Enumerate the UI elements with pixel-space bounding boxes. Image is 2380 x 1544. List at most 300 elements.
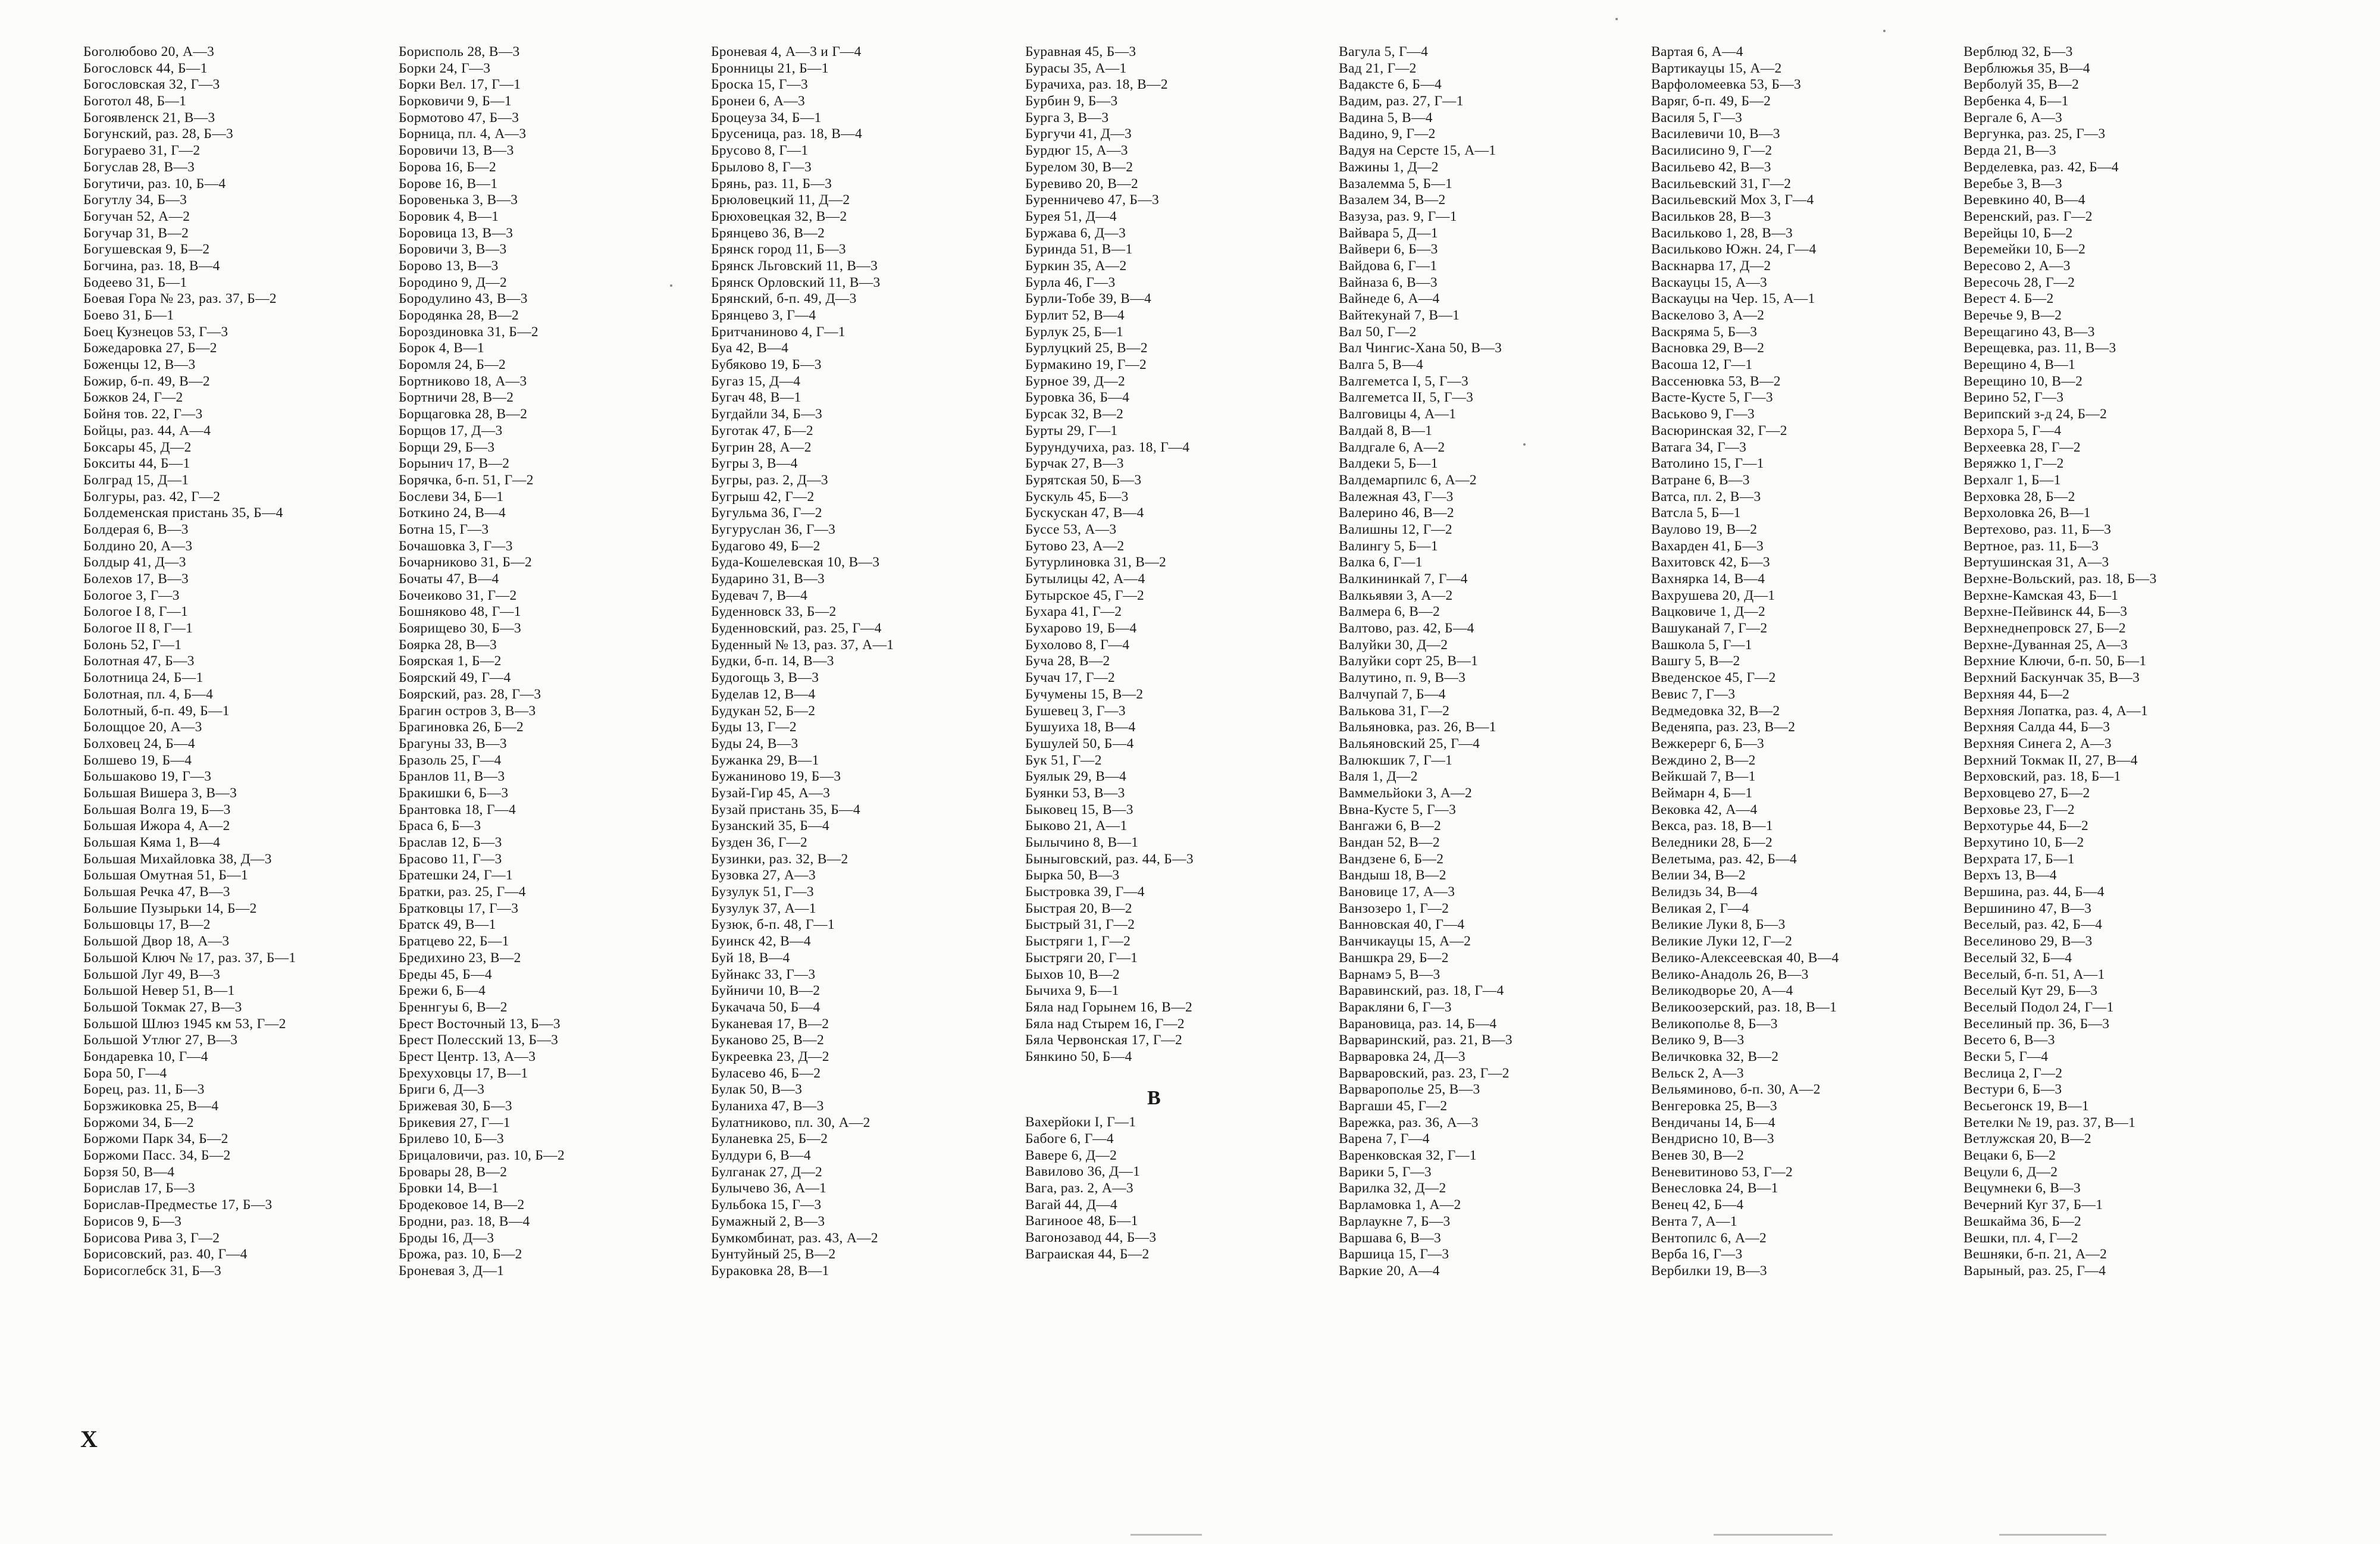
- index-entry: Бреннгуы 6, В—2: [399, 999, 508, 1015]
- index-entry: Бондаревка 10, Г—4: [83, 1048, 208, 1064]
- index-entry: Борщов 17, Д—3: [399, 422, 503, 439]
- index-entry: Верховцево 27, Б—2: [1964, 785, 2090, 801]
- index-entry: Бурты 29, Г—1: [1025, 422, 1118, 439]
- index-entry: Бускуль 45, Б—3: [1025, 488, 1129, 505]
- index-entry: Варяг, б-п. 49, Б—2: [1651, 93, 1771, 109]
- index-entry: Вербенка 4, Б—1: [1964, 93, 2069, 109]
- index-entry: Верхутино 10, Б—2: [1964, 835, 2084, 850]
- index-entry: Бугуруслан 36, Г—3: [711, 521, 836, 537]
- index-entry: Верхалг 1, Б—1: [1964, 472, 2061, 488]
- index-entry: Ввна-Кусте 5, Г—3: [1339, 801, 1457, 818]
- index-entry: Веселый Подол 24, Г—1: [1964, 999, 2114, 1015]
- index-entry: Вагиноое 48, Б—1: [1025, 1213, 1138, 1229]
- index-entry: Бразоль 25, Г—4: [399, 752, 502, 768]
- index-entry: Верховье 23, Г—2: [1964, 801, 2075, 818]
- index-entry: Бурачиха, раз. 18, В—2: [1025, 77, 1168, 93]
- index-entry: Валтово, раз. 42, Б—4: [1339, 621, 1474, 637]
- index-entry: Верино 52, Г—3: [1964, 390, 2064, 406]
- index-entry: Ветлужская 20, В—2: [1964, 1131, 2091, 1147]
- index-entry: Вашуканай 7, Г—2: [1651, 621, 1768, 637]
- index-entry: Боровик 4, В—1: [399, 208, 499, 224]
- index-entry: Вацковиче 1, Д—2: [1651, 604, 1766, 620]
- index-entry: Вартая 6, А—4: [1651, 44, 1743, 59]
- index-entry: Варежка, раз. 36, А—3: [1339, 1114, 1479, 1130]
- index-entry: Валга 5, В—4: [1339, 357, 1424, 373]
- index-entry: Бослеви 34, Б—1: [399, 488, 504, 505]
- index-entry: Борки Вел. 17, Г—1: [399, 77, 521, 93]
- index-entry: Варакляни 6, Г—3: [1339, 999, 1452, 1015]
- index-entry: Боголюбово 20, А—3: [83, 44, 215, 59]
- index-entry: Борове 16, В—1: [399, 176, 498, 192]
- index-entry: Бубяково 19, Б—3: [711, 357, 822, 373]
- index-entry: Вахарден 41, Б—3: [1651, 538, 1764, 554]
- index-entry: Бугры, раз. 2, Д—3: [711, 472, 828, 488]
- index-entry: Веневитиново 53, Г—2: [1651, 1164, 1793, 1180]
- index-entry: Бугры 3, В—4: [711, 456, 798, 472]
- index-entry: Бормотово 47, Б—3: [399, 109, 519, 126]
- index-entry: Булдури 6, В—4: [711, 1148, 811, 1164]
- index-entry: Верблюжья 35, В—4: [1964, 60, 2090, 76]
- index-entry: Веселиный пр. 36, Б—3: [1964, 1016, 2110, 1032]
- index-entry: Бульбока 15, Г—3: [711, 1197, 822, 1213]
- index-entry: Бумажный 2, В—3: [711, 1213, 825, 1229]
- index-entry: Брежи 6, Б—4: [399, 983, 486, 999]
- index-entry: Венев 30, В—2: [1651, 1148, 1745, 1164]
- scan-speck: [1883, 30, 1886, 32]
- index-entry: Вальяновка, раз. 26, В—1: [1339, 719, 1496, 735]
- bottom-rule-1: [1130, 1534, 1202, 1536]
- index-entry: Ваграиская 44, Б—2: [1025, 1246, 1150, 1262]
- index-entry: Боромля 24, Б—2: [399, 357, 506, 373]
- index-entry: Большая Кяма 1, В—4: [83, 835, 221, 850]
- index-entry: Васновка 29, В—2: [1651, 340, 1765, 356]
- scan-speck: [1615, 18, 1618, 20]
- index-entry: Борова 16, Б—2: [399, 159, 497, 175]
- index-entry: Буялык 29, В—4: [1025, 769, 1127, 785]
- index-entry: Великополье 8, Б—3: [1651, 1016, 1778, 1032]
- index-entry: Васильков 28, В—3: [1651, 208, 1771, 224]
- index-entry: Велико-Алексеевская 40, В—4: [1651, 950, 1839, 966]
- index-entry: Вал 50, Г—2: [1339, 324, 1417, 340]
- index-entry: Брусеница, раз. 18, В—4: [711, 126, 863, 142]
- index-entry: Верещагино 43, В—3: [1964, 324, 2095, 340]
- page-number: X: [80, 1426, 98, 1452]
- index-entry: Бузовка 27, А—3: [711, 867, 816, 884]
- index-entry: Весето 6, В—3: [1964, 1032, 2055, 1048]
- index-entry: Ватсла 5, Б—1: [1651, 505, 1741, 521]
- index-entry: Большой Луг 49, В—3: [83, 966, 221, 982]
- index-entry: Быстрый 31, Г—2: [1025, 917, 1135, 933]
- index-entry: Вандзене 6, Б—2: [1339, 851, 1444, 867]
- index-entry: Вендрисно 10, В—3: [1651, 1131, 1774, 1147]
- index-entry: Большой Невер 51, В—1: [83, 983, 235, 999]
- index-entry: Бурелом 30, В—2: [1025, 159, 1133, 175]
- index-entry: Братковцы 17, Г—3: [399, 900, 519, 916]
- index-entry: Большая Речка 47, В—3: [83, 884, 230, 900]
- index-entry: Вересочь 28, Г—2: [1964, 274, 2075, 290]
- scan-speck: [670, 284, 672, 287]
- index-entry: Болховец 24, Б—4: [83, 735, 195, 751]
- index-entry: Болшево 19, Б—4: [83, 752, 192, 768]
- index-entry: Бочеиково 31, Г—2: [399, 587, 517, 603]
- index-entry: Вандыш 18, В—2: [1339, 867, 1446, 884]
- index-entry: Броневая 4, А—3 и Г—4: [711, 44, 862, 59]
- index-entry: Веревкино 40, В—4: [1964, 192, 2085, 208]
- index-entry: Веремейки 10, Б—2: [1964, 242, 2086, 258]
- index-entry: Верхне-Пейвинск 44, Б—3: [1964, 604, 2128, 620]
- index-entry: Буравная 45, Б—3: [1025, 44, 1136, 59]
- index-entry: Вецули 6, Д—2: [1964, 1164, 2058, 1180]
- index-column-2: [399, 44, 708, 1280]
- index-entry: Веряжко 1, Г—2: [1964, 456, 2064, 472]
- index-entry: Большой Шлюз 1945 км 53, Г—2: [83, 1016, 286, 1032]
- index-entry: Бухара 41, Г—2: [1025, 604, 1122, 620]
- index-entry: Болонь 52, Г—1: [83, 637, 182, 653]
- index-entry: Брест Полесский 13, Б—3: [399, 1032, 559, 1048]
- index-entry: Быныговский, раз. 44, Б—3: [1025, 851, 1194, 867]
- index-entry: Венгеровка 25, В—3: [1651, 1098, 1777, 1114]
- index-entry: Верхотурье 44, Б—2: [1964, 818, 2089, 834]
- index-entry: Валдай 8, В—1: [1339, 422, 1433, 439]
- index-entry: Веселый Кут 29, Б—3: [1964, 983, 2098, 999]
- index-entry: Буденный № 13, раз. 37, А—1: [711, 637, 894, 653]
- index-entry: Болград 15, Д—1: [83, 472, 189, 488]
- index-entry: Браса 6, Б—3: [399, 818, 481, 834]
- index-entry: Бородулино 43, В—3: [399, 291, 528, 307]
- index-entry: Валдгале 6, А—2: [1339, 439, 1445, 455]
- index-entry: Боржоми 34, Б—2: [83, 1114, 194, 1130]
- index-entry: Валгеметса II, 5, Г—3: [1339, 390, 1474, 406]
- index-entry: Былычино 8, В—1: [1025, 835, 1139, 850]
- index-entry: Вайвара 5, Д—1: [1339, 225, 1438, 241]
- index-entry: Валуйки 30, Д—2: [1339, 637, 1448, 653]
- index-entry: Бушевец 3, Г—3: [1025, 703, 1126, 719]
- index-entry: Болотный, б-п. 49, Б—1: [83, 703, 230, 719]
- index-entry: Боготол 48, Б—1: [83, 93, 187, 109]
- index-entry: Богураево 31, Г—2: [83, 143, 201, 159]
- index-entry: Божков 24, Г—2: [83, 390, 183, 406]
- index-entry: Борислав-Предместье 17, Б—3: [83, 1197, 273, 1213]
- index-entry: Вековка 42, А—4: [1651, 801, 1758, 818]
- index-entry: Бурчак 27, В—3: [1025, 456, 1124, 472]
- index-entry: Верблюд 32, Б—3: [1964, 44, 2073, 59]
- index-entry: Бракишки 6, Б—3: [399, 785, 509, 801]
- index-entry: Бурлук 25, Б—1: [1025, 324, 1124, 340]
- index-entry: Большой Токмак 27, В—3: [83, 999, 242, 1015]
- index-entry: Большие Пузырьки 14, Б—2: [83, 900, 257, 916]
- index-entry: Вески 5, Г—4: [1964, 1048, 2049, 1064]
- index-entry: Божир, б-п. 49, В—2: [83, 373, 210, 389]
- index-entry: Вентопилс 6, А—2: [1651, 1230, 1767, 1246]
- index-entry: Бутылицы 42, А—4: [1025, 571, 1145, 587]
- index-entry: Бурбин 9, Б—3: [1025, 93, 1118, 109]
- index-entry: Важины 1, Д—2: [1339, 159, 1439, 175]
- index-entry: Буровка 36, Б—4: [1025, 390, 1130, 406]
- index-entry: Ванзозеро 1, Г—2: [1339, 900, 1449, 916]
- index-entry: Валкининкай 7, Г—4: [1339, 571, 1468, 587]
- index-entry: Буа 42, В—4: [711, 340, 789, 356]
- index-entry: Борисоглебск 31, Б—3: [83, 1263, 222, 1279]
- index-entry: Боксары 45, Д—2: [83, 439, 192, 455]
- index-entry: Быковец 15, В—3: [1025, 801, 1133, 818]
- index-entry: Валишны 12, Г—2: [1339, 521, 1452, 537]
- index-entry: Валюкшик 7, Г—1: [1339, 752, 1453, 768]
- index-entry: Вешкайма 36, Б—2: [1964, 1213, 2082, 1229]
- index-entry: Буинск 42, В—4: [711, 934, 811, 950]
- index-column-5: [1339, 44, 1648, 1280]
- index-entry: Валкьявяи 3, А—2: [1339, 587, 1453, 603]
- index-entry: Бурея 51, Д—4: [1025, 208, 1117, 224]
- index-entry: Борки 24, Г—3: [399, 60, 491, 76]
- index-entry: Божедаровка 27, Б—2: [83, 340, 217, 356]
- index-entry: Верхняя 44, Б—2: [1964, 686, 2070, 702]
- index-entry: Введенское 45, Г—2: [1651, 670, 1776, 686]
- index-entry: Борщаговка 28, В—2: [399, 406, 528, 422]
- index-entry: Большая Волга 19, Б—3: [83, 801, 231, 818]
- index-entry: Буржава 6, Д—3: [1025, 225, 1126, 241]
- index-entry: Вассенювка 53, В—2: [1651, 373, 1781, 389]
- index-entry: Буянки 53, В—3: [1025, 785, 1125, 801]
- index-entry: Бырка 50, В—3: [1025, 867, 1120, 884]
- index-entry: Варфоломеевка 53, Б—3: [1651, 77, 1802, 93]
- index-entry: Варварополье 25, В—3: [1339, 1082, 1480, 1098]
- index-entry: Великие Луки 12, Г—2: [1651, 934, 1793, 950]
- index-entry: Буринда 51, В—1: [1025, 242, 1133, 258]
- index-entry: Ванчикауцы 15, А—2: [1339, 934, 1471, 950]
- index-entry: Бологое 3, Г—3: [83, 587, 180, 603]
- index-entry: Вадаксте 6, Б—4: [1339, 77, 1442, 93]
- index-entry: Бреды 45, Б—4: [399, 966, 492, 982]
- index-entry: Веселый, б-п. 51, А—1: [1964, 966, 2105, 982]
- index-entry: Борец, раз. 11, Б—3: [83, 1082, 205, 1098]
- index-entry: Брикевия 27, Г—1: [399, 1114, 511, 1130]
- index-entry: Вейкшай 7, В—1: [1651, 769, 1756, 785]
- index-entry: Вельск 2, А—3: [1651, 1065, 1744, 1081]
- index-entry: Вершинино 47, В—3: [1964, 900, 2092, 916]
- index-entry: Боярка 28, В—3: [399, 637, 497, 653]
- index-entry: Варнамэ 5, В—3: [1339, 966, 1440, 982]
- index-entry: Бузинки, раз. 32, В—2: [711, 851, 848, 867]
- index-column-3: [711, 44, 1020, 1280]
- index-entry: Ватолино 15, Г—1: [1651, 456, 1764, 472]
- index-entry: Вагай 44, Д—4: [1025, 1197, 1118, 1213]
- index-entry: Веселый, раз. 42, Б—4: [1964, 917, 2103, 933]
- index-entry: Брянский, б-п. 49, Д—3: [711, 291, 857, 307]
- index-entry: Валя 1, Д—2: [1339, 769, 1418, 785]
- index-entry: Большая Омутная 51, Б—1: [83, 867, 249, 884]
- index-entry: Борковичи 9, Б—1: [399, 93, 512, 109]
- index-entry: Вайвери 6, Б—3: [1339, 242, 1438, 258]
- index-entry: Бутырское 45, Г—2: [1025, 587, 1145, 603]
- index-entry: Буготак 47, Б—2: [711, 422, 813, 439]
- index-entry: Вальяновский 25, Г—4: [1339, 735, 1480, 751]
- index-entry: Буланиха 47, В—3: [711, 1098, 824, 1114]
- index-entry: Великая 2, Г—4: [1651, 900, 1749, 916]
- index-entry: Бунтуйный 25, В—2: [711, 1247, 836, 1263]
- index-entry: Богучан 52, А—2: [83, 208, 190, 224]
- index-entry: Великодворье 20, А—4: [1651, 983, 1793, 999]
- index-entry: Бычиха 9, Б—1: [1025, 983, 1119, 999]
- index-entry: Вестури 6, Б—3: [1964, 1082, 2062, 1098]
- bottom-rule-2: [1714, 1534, 1833, 1536]
- index-entry: Валка 6, Г—1: [1339, 555, 1423, 571]
- index-entry: Бузюк, б-п. 48, Г—1: [711, 917, 835, 933]
- index-entry: Богоявленск 21, В—3: [83, 109, 215, 126]
- index-entry: Буды 24, В—3: [711, 735, 798, 751]
- index-entry: Буканевая 17, В—2: [711, 1016, 829, 1032]
- index-entry: Бурга 3, В—3: [1025, 109, 1109, 126]
- index-entry: Бочарниково 31, Б—2: [399, 555, 533, 571]
- index-entry: Богучар 31, В—2: [83, 225, 189, 241]
- index-entry: Вертехово, раз. 11, Б—3: [1964, 521, 2112, 537]
- index-entry: Богчина, раз. 18, В—4: [83, 258, 220, 274]
- index-entry: Валгеметса I, 5, Г—3: [1339, 373, 1469, 389]
- index-entry: Брехуховцы 17, В—1: [399, 1065, 528, 1081]
- index-entry: Васкнарва 17, Д—2: [1651, 258, 1771, 274]
- index-entry: Васюринская 32, Г—2: [1651, 422, 1787, 439]
- index-entry: Бурятская 50, Б—3: [1025, 472, 1142, 488]
- index-entry: Бяла Червонская 17, Г—2: [1025, 1032, 1183, 1048]
- index-column-7: [1964, 44, 2273, 1280]
- index-entry: Васкряма 5, Б—3: [1651, 324, 1758, 340]
- index-entry: Бородино 9, Д—2: [399, 274, 508, 290]
- index-entry: Бортничи 28, В—2: [399, 390, 514, 406]
- index-entry: Вад 21, Г—2: [1339, 60, 1417, 76]
- index-entry: Вадуя на Серсте 15, А—1: [1339, 143, 1496, 159]
- blank-line: [1025, 1066, 1335, 1082]
- index-entry: Бухарово 19, Б—4: [1025, 621, 1137, 637]
- index-entry: Болощцое 20, А—3: [83, 719, 202, 735]
- index-entry: Бузулук 37, А—1: [711, 900, 816, 916]
- index-entry: Бошняково 48, Г—1: [399, 604, 521, 620]
- index-entry: Бронеи 6, А—3: [711, 93, 806, 109]
- index-entry: Васьково 9, Г—3: [1651, 406, 1755, 422]
- index-entry: Бродековое 14, В—2: [399, 1197, 525, 1213]
- index-column-4: [1025, 44, 1335, 1263]
- index-entry: Бузай-Гир 45, А—3: [711, 785, 831, 801]
- index-entry: Велетыма, раз. 42, Б—4: [1651, 851, 1797, 867]
- index-entry: Бугрин 28, А—2: [711, 439, 812, 455]
- index-entry: Векса, раз. 18, В—1: [1651, 818, 1773, 834]
- index-entry: Борзя 50, В—4: [83, 1164, 175, 1180]
- index-entry: Веречье 9, В—2: [1964, 308, 2062, 323]
- index-entry: Веледники 28, Б—2: [1651, 835, 1773, 850]
- index-entry: Варыный, раз. 25, Г—4: [1964, 1263, 2106, 1279]
- index-entry: Бургучи 41, Д—3: [1025, 126, 1132, 142]
- index-entry: Быстряги 1, Г—2: [1025, 934, 1131, 950]
- index-entry: Верхняя Синега 2, А—3: [1964, 735, 2112, 751]
- index-entry: Быстряги 20, Г—1: [1025, 950, 1138, 966]
- index-entry: Вайнеде 6, А—4: [1339, 291, 1440, 307]
- index-entry: Вертушинская 31, А—3: [1964, 555, 2109, 571]
- index-entry: Буча 28, В—2: [1025, 653, 1110, 669]
- index-entry: Буйнакс 33, Г—3: [711, 966, 816, 982]
- index-entry: Брантовка 18, Г—4: [399, 801, 516, 818]
- index-entry: Бумкомбинат, раз. 43, А—2: [711, 1230, 878, 1246]
- index-entry: Вечерний Куг 37, Б—1: [1964, 1197, 2103, 1213]
- index-entry: Борячка, б-п. 51, Г—2: [399, 472, 534, 488]
- index-entry: Броневая 3, Д—1: [399, 1263, 505, 1279]
- index-entry: Вадина 5, В—4: [1339, 109, 1433, 126]
- index-column-1: [83, 44, 393, 1280]
- index-entry: Великие Луки 8, Б—3: [1651, 917, 1786, 933]
- index-entry: Брагуны 33, В—3: [399, 735, 507, 751]
- index-entry: Васкауцы на Чер. 15, А—1: [1651, 291, 1815, 307]
- index-entry: Верхние Ключи, б-п. 50, Б—1: [1964, 653, 2147, 669]
- index-entry: Вазалемма 5, Б—1: [1339, 176, 1453, 192]
- index-entry: Брицаловичи, раз. 10, Б—2: [399, 1148, 565, 1164]
- index-entry: Варламовка 1, А—2: [1339, 1197, 1461, 1213]
- index-entry: Болгуры, раз. 42, Г—2: [83, 488, 221, 505]
- index-entry: Бучумены 15, В—2: [1025, 686, 1144, 702]
- index-entry: Бурлит 52, В—4: [1025, 308, 1125, 323]
- index-entry: Булатниково, пл. 30, А—2: [711, 1114, 870, 1130]
- index-entry: Брагин остров 3, В—3: [399, 703, 536, 719]
- index-entry: Ватса, пл. 2, В—3: [1651, 488, 1761, 505]
- bottom-rule-3: [1999, 1534, 2106, 1536]
- index-entry: Вербилки 19, В—3: [1651, 1263, 1767, 1279]
- index-entry: Верхний Токмак II, 27, В—4: [1964, 752, 2138, 768]
- index-entry: Борисова Рива 3, Г—2: [83, 1230, 220, 1246]
- index-entry: Васкауцы 15, А—3: [1651, 274, 1768, 290]
- index-entry: Богословская 32, Г—3: [83, 77, 220, 93]
- index-entry: Бухолово 8, Г—4: [1025, 637, 1130, 653]
- index-entry: Бурдюг 15, А—3: [1025, 143, 1128, 159]
- index-entry: Верхне-Камская 43, Б—1: [1964, 587, 2119, 603]
- index-entry: Верещино 10, В—2: [1964, 373, 2083, 389]
- index-entry: Вергунка, раз. 25, Г—3: [1964, 126, 2106, 142]
- index-entry: Бураковка 28, В—1: [711, 1263, 829, 1279]
- index-entry: Васильево 42, В—3: [1651, 159, 1771, 175]
- index-entry: Бровки 14, В—1: [399, 1180, 499, 1197]
- index-entry: Богушевская 9, Б—2: [83, 242, 210, 258]
- index-entry: Борница, пл. 4, А—3: [399, 126, 527, 142]
- index-entry: Брянцево 36, В—2: [711, 225, 825, 241]
- index-entry: Верховка 28, Б—2: [1964, 488, 2075, 505]
- index-entry: Бурное 39, Д—2: [1025, 373, 1126, 389]
- index-entry: Веселиново 29, В—3: [1964, 934, 2093, 950]
- index-entry: Богословск 44, Б—1: [83, 60, 208, 76]
- index-entry: Вецумнеки 6, В—3: [1964, 1180, 2081, 1197]
- index-entry: Веселый 32, Б—4: [1964, 950, 2072, 966]
- index-entry: Бурла 46, Г—3: [1025, 274, 1116, 290]
- index-entry: Верхъ 13, В—4: [1964, 867, 2057, 884]
- index-entry: Варкие 20, А—4: [1339, 1263, 1440, 1279]
- index-entry: Буссе 53, А—3: [1025, 521, 1117, 537]
- index-entry: Боровичи 3, В—3: [399, 242, 507, 258]
- index-entry: Велидзь 34, В—4: [1651, 884, 1758, 900]
- index-entry: Ведмедовка 32, В—2: [1651, 703, 1780, 719]
- index-entry: Вага, раз. 2, А—3: [1025, 1180, 1133, 1197]
- index-entry: Боткино 24, В—4: [399, 505, 506, 521]
- index-entry: Броцеуза 34, Б—1: [711, 109, 822, 126]
- index-entry: Большая Михайловка 38, Д—3: [83, 851, 272, 867]
- index-entry: Бодеево 31, Б—1: [83, 274, 187, 290]
- index-entry: Веренский, раз. Г—2: [1964, 208, 2093, 224]
- index-entry: Верейцы 10, Б—2: [1964, 225, 2073, 241]
- index-entry: Бужанка 29, В—1: [711, 752, 819, 768]
- index-entry: Бук 51, Г—2: [1025, 752, 1102, 768]
- index-entry: Бредихино 23, В—2: [399, 950, 521, 966]
- index-entry: Верхнеднепровск 27, Б—2: [1964, 621, 2126, 637]
- index-entry: Брылово 8, Г—3: [711, 159, 812, 175]
- index-entry: Букреевка 23, Д—2: [711, 1048, 829, 1064]
- index-column-6: [1651, 44, 1961, 1280]
- index-entry: Бушулей 50, Б—4: [1025, 735, 1134, 751]
- index-entry: Вазуза, раз. 9, Г—1: [1339, 208, 1457, 224]
- index-entry: Ватага 34, Г—3: [1651, 439, 1747, 455]
- index-entry: Богутлу 34, Б—3: [83, 192, 187, 208]
